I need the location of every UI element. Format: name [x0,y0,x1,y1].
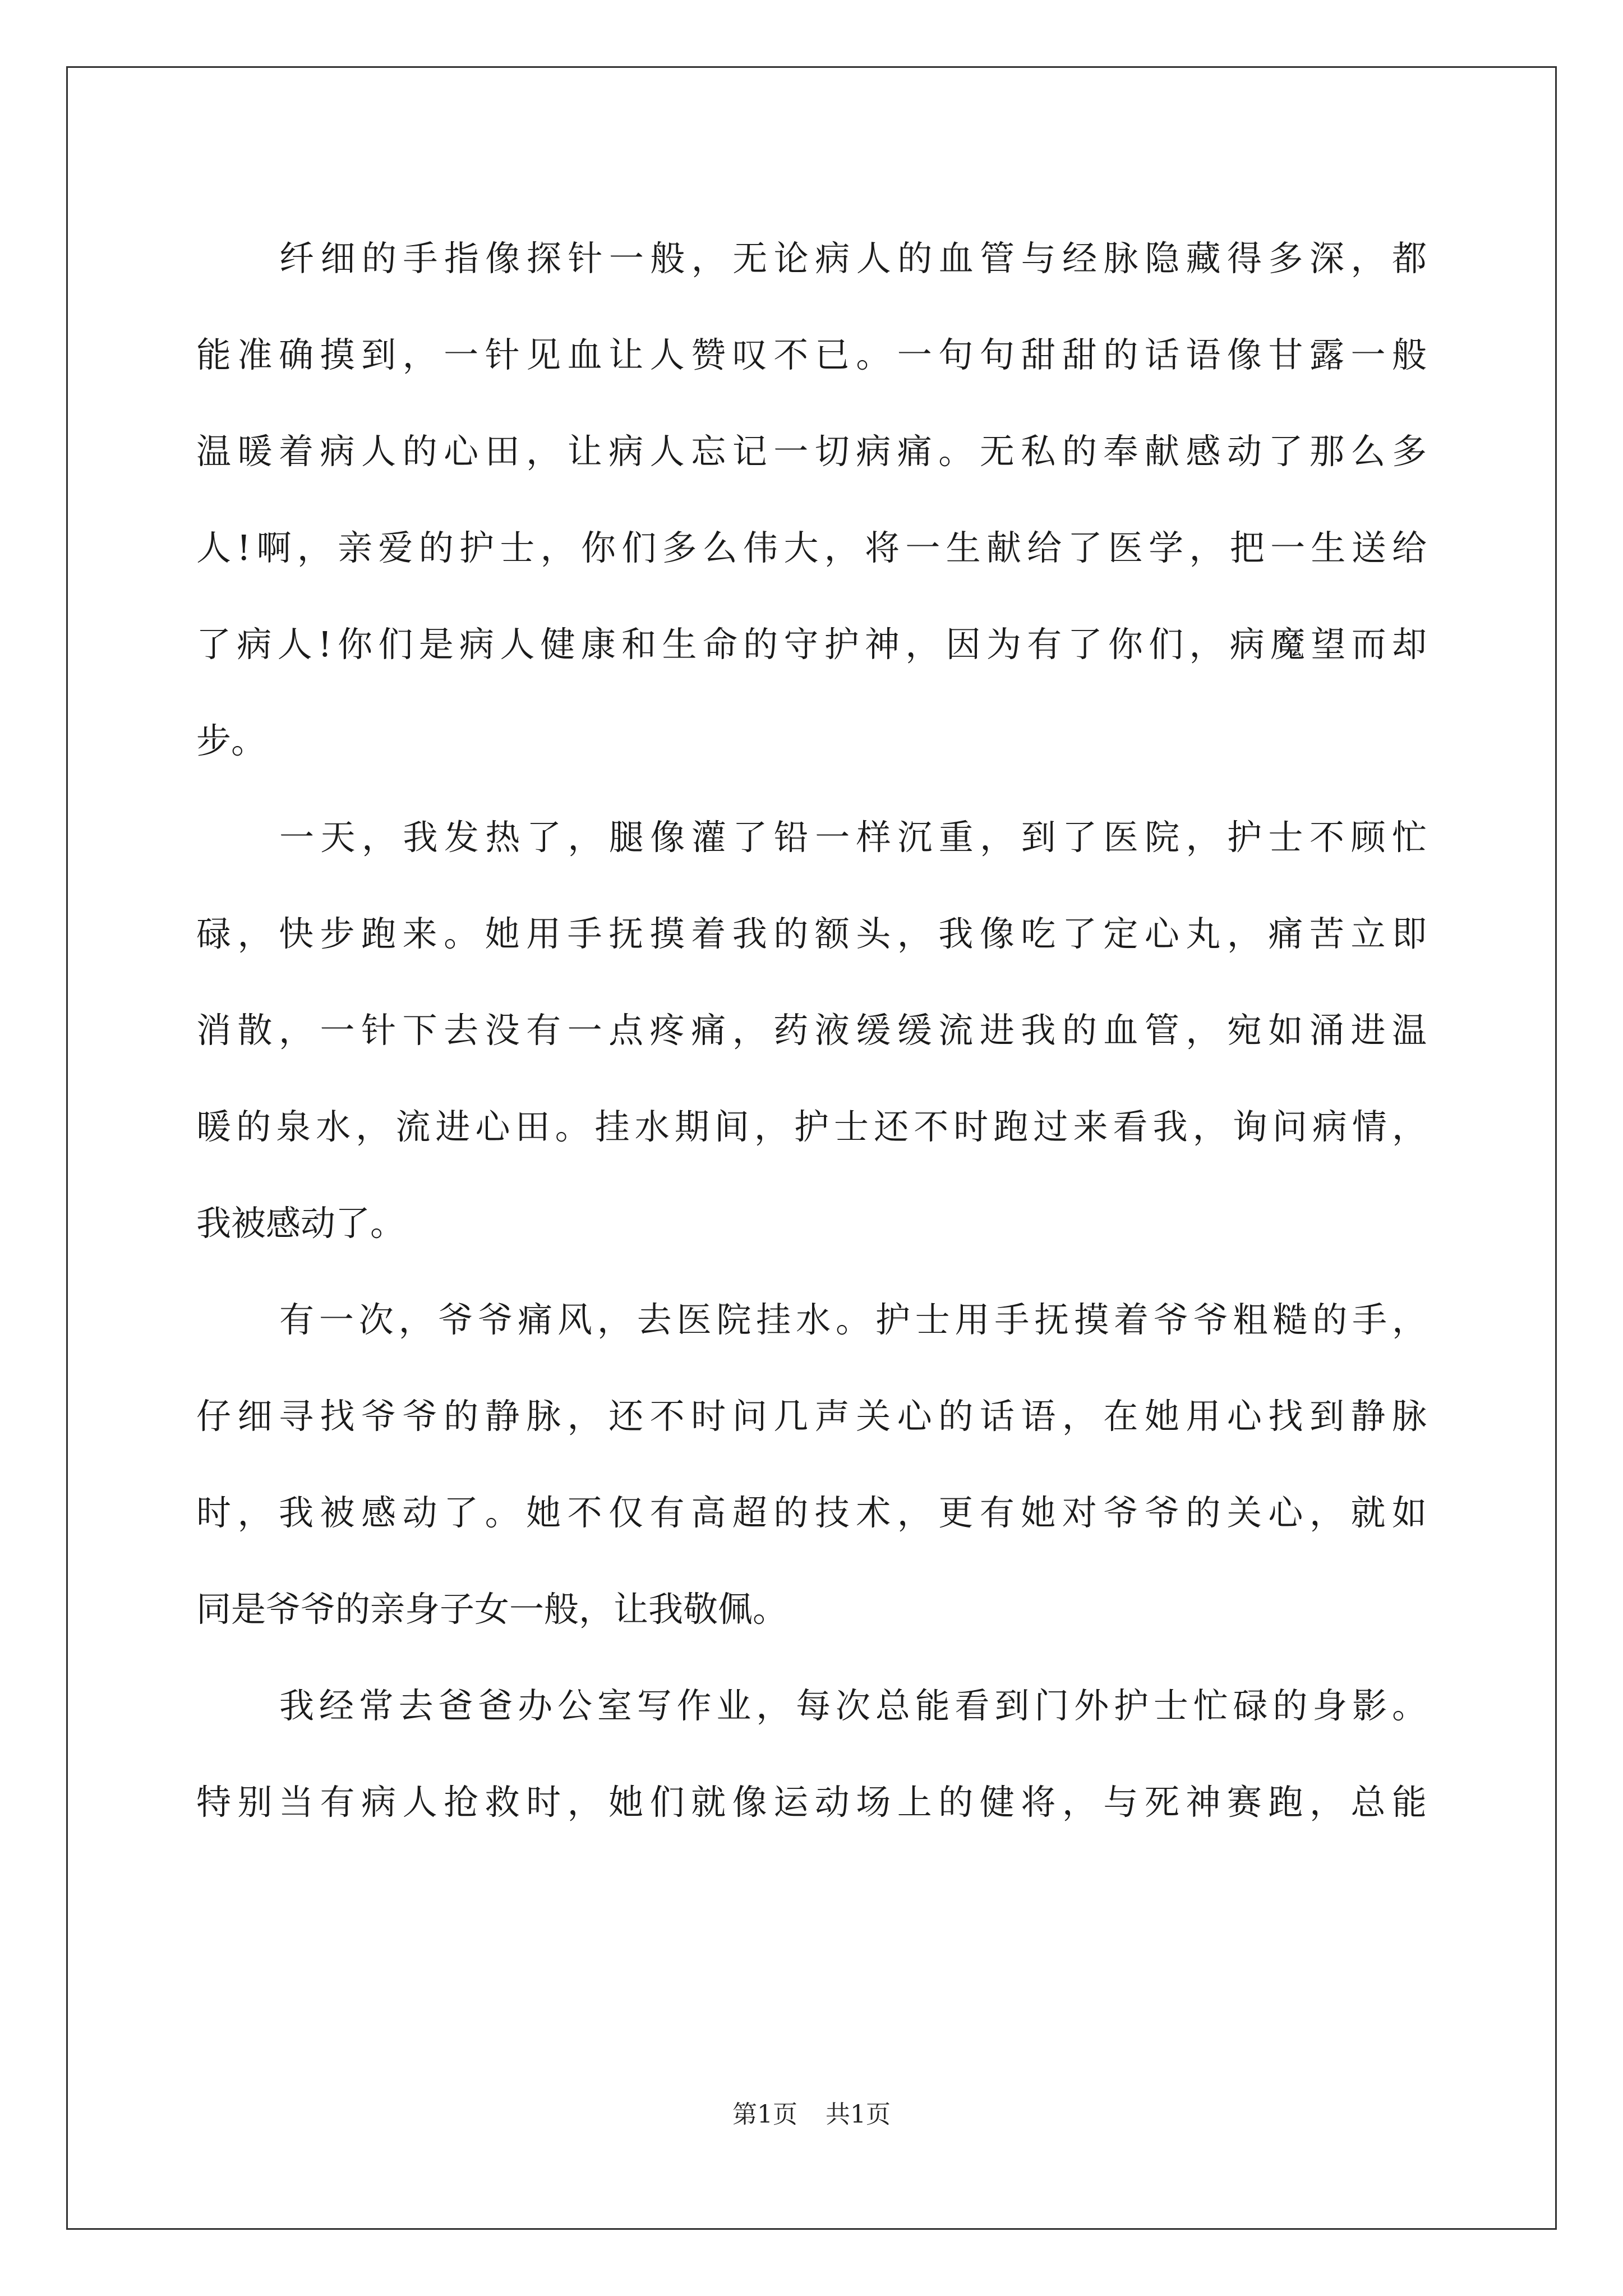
paragraph-2 [196,789,1427,1272]
text-line: 特别当有病人抢救时，她们就像运动场上的健将，与死神赛跑，总能 [196,1782,1427,1823]
text-line: 暖的泉水，流进心田。挂水期间，护士还不时跑过来看我，询问病情， [196,1106,1427,1147]
text-line: 纤细的手指像探针一般，无论病人的血管与经脉隐藏得多深，都 [279,238,1427,279]
text-line: 同是爷爷的亲身子女一般，让我敬佩。 [196,1589,788,1630]
text-line: 我经常去爸爸办公室写作业，每次总能看到门外护士忙碌的身影。 [279,1685,1427,1726]
page-number-current: 第1页 [732,2100,797,2129]
text-line: 一天，我发热了，腿像灌了铅一样沉重，到了医院，护士不顾忙 [279,817,1427,858]
text-line: 消散，一针下去没有一点疼痛，药液缓缓流进我的血管，宛如涌进温 [196,1010,1427,1051]
text-line: 了病人!你们是病人健康和生命的守护神，因为有了你们，病魔望而却 [196,624,1427,665]
text-line: 仔细寻找爷爷的静脉，还不时问几声关心的话语，在她用心找到静脉 [196,1396,1427,1437]
text-line: 人!啊，亲爱的护士，你们多么伟大，将一生献给了医学，把一生送给 [196,527,1427,568]
text-line: 我被感动了。 [196,1203,405,1244]
text-line: 温暖着病人的心田，让病人忘记一切病痛。无私的奉献感动了那么多 [196,431,1427,472]
text-line: 能准确摸到，一针见血让人赞叹不已。一句句甜甜的话语像甘露一般 [196,334,1427,375]
paragraph-4 [196,1658,1427,1851]
page-number-total: 共1页 [826,2100,891,2129]
page-footer [0,2094,1623,2130]
text-line: 步。 [196,720,266,761]
text-line: 有一次，爷爷痛风，去医院挂水。护士用手抚摸着爷爷粗糙的手， [279,1299,1427,1340]
paragraph-3 [196,1272,1427,1658]
document-body [196,210,1427,1851]
text-line: 时，我被感动了。她不仅有高超的技术，更有她对爷爷的关心，就如 [196,1492,1427,1533]
paragraph-1 [196,210,1427,789]
text-line: 碌，快步跑来。她用手抚摸着我的额头，我像吃了定心丸，痛苦立即 [196,913,1427,954]
